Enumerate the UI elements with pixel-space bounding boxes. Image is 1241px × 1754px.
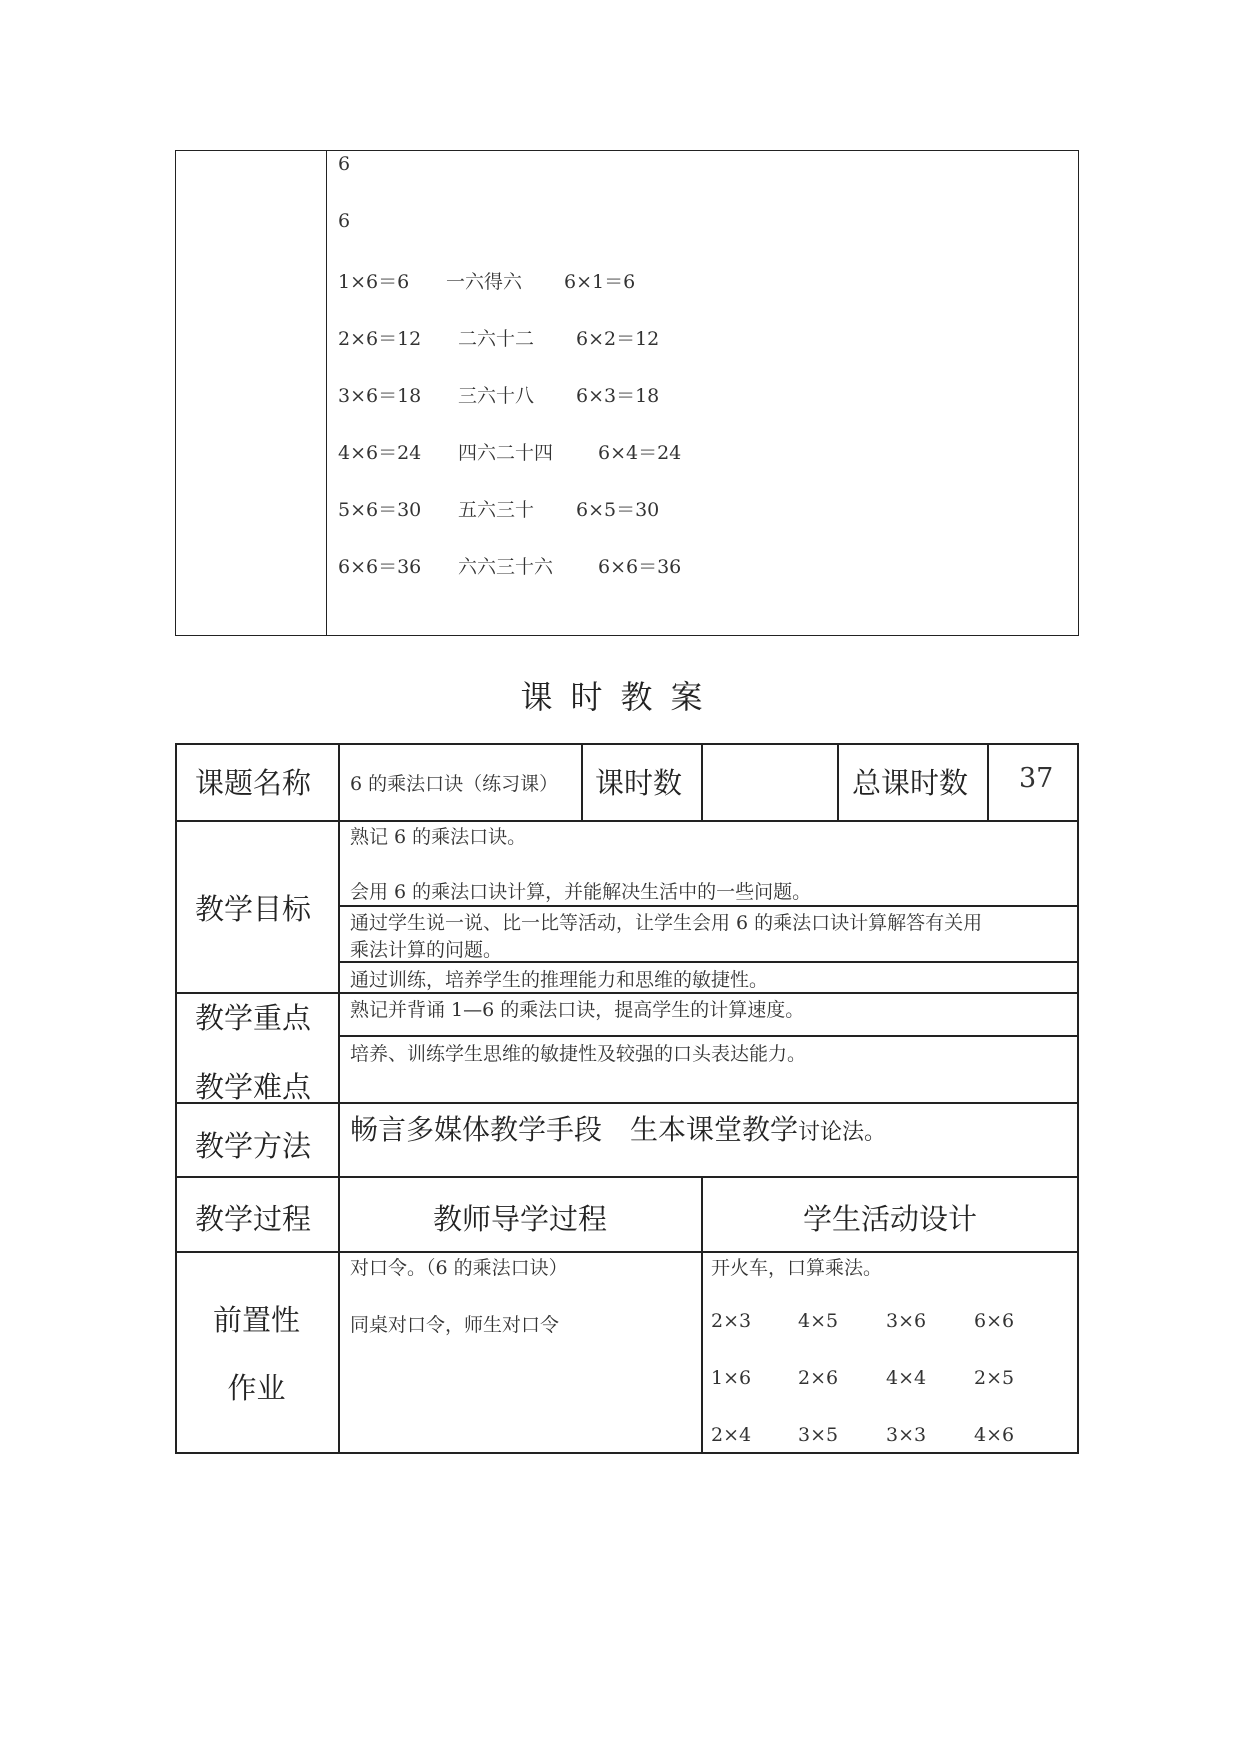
formula-reversed: 6×1＝6 (564, 271, 636, 293)
formula-reversed: 6×2＝12 (576, 328, 660, 350)
student-header: 学生活动设计 (802, 1202, 977, 1236)
label-topic: 课题名称 (195, 766, 312, 800)
difficult-text: 培养、训练学生思维的敏捷性及较强的口头表达能力。 (350, 1043, 807, 1065)
label-total: 总课时数 (852, 766, 969, 800)
exercise-cell: 2×3 (711, 1310, 752, 1332)
col-line (338, 743, 340, 1454)
label-method: 教学方法 (195, 1129, 312, 1163)
label-difficult: 教学难点 (195, 1070, 312, 1104)
table-border-top (175, 743, 1079, 745)
rhyme: 一六得六 (446, 271, 523, 293)
total-value: 37 (1019, 763, 1054, 794)
row-line (175, 1251, 1079, 1253)
rhyme: 二六十二 (458, 328, 535, 350)
exercise-cell: 3×5 (798, 1424, 839, 1446)
goal-line-3a: 通过学生说一说、比一比等活动，让学生会用 6 的乘法口诀计算解答有关用 (350, 912, 983, 934)
label-pre-line2: 作业 (227, 1371, 286, 1405)
top-line-text: 6 (338, 153, 351, 175)
formula: 3×6＝18 (338, 385, 422, 407)
top-table-divider (326, 151, 327, 635)
top-line-2 (338, 210, 350, 232)
label-key: 教学重点 (195, 1001, 312, 1035)
top-line-8 (338, 552, 681, 579)
top-line-text: 6 (338, 210, 351, 232)
goal-line-4: 通过训练，培养学生的推理能力和思维的敏捷性。 (350, 969, 769, 991)
teacher-pre-line1: 对口令。（6 的乘法口诀） (350, 1257, 568, 1279)
top-line-4 (338, 324, 659, 351)
top-table (175, 150, 1079, 636)
col-line (581, 743, 583, 820)
goal-line-2: 会用 6 的乘法口诀计算，并能解决生活中的一些问题。 (350, 881, 812, 903)
goal-line-3b: 乘法计算的问题。 (350, 939, 503, 961)
teacher-header: 教师导学过程 (432, 1202, 607, 1236)
formula-reversed: 6×4＝24 (598, 442, 682, 464)
exercise-cell: 6×6 (974, 1310, 1015, 1332)
formula: 4×6＝24 (338, 442, 422, 464)
col-line (987, 743, 989, 820)
formula: 1×6＝6 (338, 271, 410, 293)
label-pre-line1: 前置性 (212, 1303, 300, 1337)
row-line (175, 1176, 1079, 1178)
top-line-1 (338, 153, 350, 175)
student-intro: 开火车，口算乘法。 (711, 1257, 883, 1279)
row-line (338, 905, 1079, 907)
row-line (175, 820, 1079, 822)
formula-reversed: 6×5＝30 (576, 499, 660, 521)
formula: 5×6＝30 (338, 499, 422, 521)
col-line (701, 743, 703, 820)
rhyme: 五六三十 (458, 499, 535, 521)
lesson-plan-table (175, 743, 1079, 1454)
page-title: 课时教案 (520, 678, 721, 716)
formula-reversed: 6×3＝18 (576, 385, 660, 407)
exercise-cell: 2×5 (974, 1367, 1015, 1389)
exercise-cell: 4×6 (974, 1424, 1015, 1446)
rhyme: 四六二十四 (458, 442, 554, 464)
top-line-5 (338, 381, 659, 408)
method-text-main: 畅言多媒体教学手段 生本课堂教学 (350, 1113, 799, 1146)
teacher-pre-line2: 同桌对口令，师生对口令 (350, 1314, 560, 1336)
exercise-cell: 4×4 (886, 1367, 927, 1389)
topic-value: 6 的乘法口诀（练习课） (350, 773, 559, 795)
method-text (350, 1108, 886, 1148)
key-text: 熟记并背诵 1—6 的乘法口诀，提高学生的计算速度。 (350, 999, 805, 1021)
exercise-cell: 4×5 (798, 1310, 839, 1332)
rhyme: 六六三十六 (458, 556, 554, 578)
row-line (175, 992, 1079, 994)
rhyme: 三六十八 (458, 385, 535, 407)
method-text-tail: 讨论法。 (798, 1120, 887, 1145)
exercise-cell: 3×3 (886, 1424, 927, 1446)
exercise-cell: 2×6 (798, 1367, 839, 1389)
label-hours: 课时数 (595, 766, 683, 800)
label-goals: 教学目标 (195, 892, 312, 926)
top-line-3 (338, 267, 635, 294)
top-line-7 (338, 495, 659, 522)
col-line (837, 743, 839, 820)
formula: 6×6＝36 (338, 556, 422, 578)
table-border-bottom (175, 1452, 1079, 1454)
goal-line-1: 熟记 6 的乘法口诀。 (350, 826, 527, 848)
table-border-right (1077, 743, 1079, 1454)
formula-reversed: 6×6＝36 (598, 556, 682, 578)
top-line-6 (338, 438, 681, 465)
exercise-cell: 2×4 (711, 1424, 752, 1446)
formula: 2×6＝12 (338, 328, 422, 350)
exercise-cell: 1×6 (711, 1367, 752, 1389)
exercise-cell: 3×6 (886, 1310, 927, 1332)
label-process: 教学过程 (195, 1202, 312, 1236)
row-line (338, 1035, 1079, 1037)
table-border-left (175, 743, 177, 1454)
